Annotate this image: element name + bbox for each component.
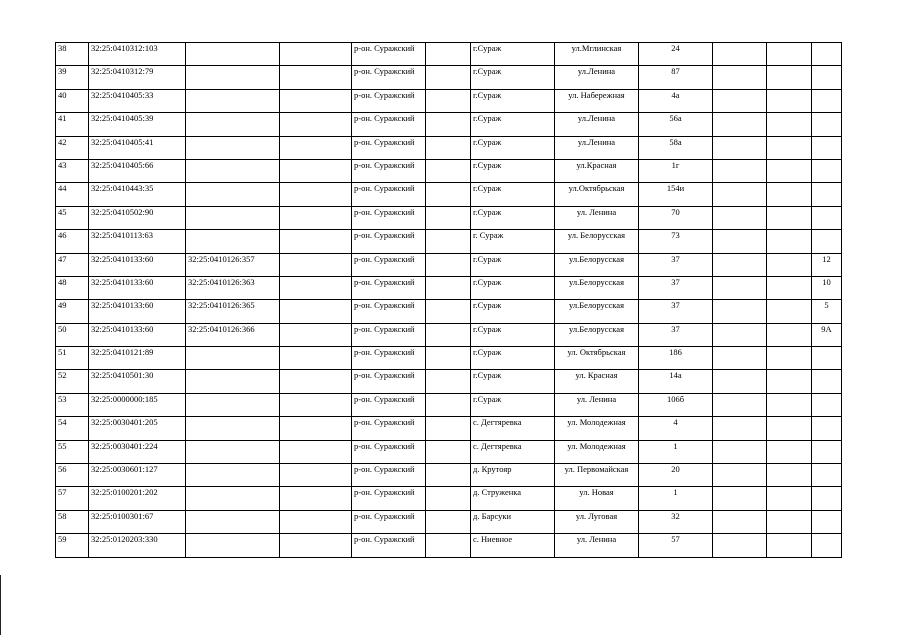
apartment-cell xyxy=(812,113,842,136)
row-number-cell: 53 xyxy=(56,393,89,416)
street-cell: ул. Молодежная xyxy=(555,440,639,463)
empty-cell xyxy=(767,510,812,533)
house-number-cell: 4а xyxy=(639,89,713,112)
empty-cell xyxy=(713,206,767,229)
premises-cadastral-cell xyxy=(186,417,280,440)
premises-cadastral-cell xyxy=(186,440,280,463)
empty-cell xyxy=(713,464,767,487)
empty-cell xyxy=(280,253,352,276)
street-cell: ул.Ленина xyxy=(555,136,639,159)
locality-cell: г.Сураж xyxy=(471,113,555,136)
apartment-cell xyxy=(812,66,842,89)
row-number-cell: 51 xyxy=(56,347,89,370)
empty-cell xyxy=(280,206,352,229)
street-cell: ул. Ленина xyxy=(555,393,639,416)
premises-cadastral-cell: 32:25:0410126:366 xyxy=(186,323,280,346)
empty-cell xyxy=(280,136,352,159)
empty-cell xyxy=(713,136,767,159)
house-number-cell: 1 xyxy=(639,440,713,463)
district-cell: р-он. Суражский xyxy=(352,230,426,253)
empty-cell xyxy=(280,89,352,112)
table-row xyxy=(56,440,842,463)
row-number-cell: 55 xyxy=(56,440,89,463)
locality-cell: г.Сураж xyxy=(471,183,555,206)
empty-cell xyxy=(713,113,767,136)
empty-cell xyxy=(767,159,812,182)
table-row xyxy=(56,183,842,206)
street-cell: ул. Новая xyxy=(555,487,639,510)
empty-cell xyxy=(280,66,352,89)
apartment-cell xyxy=(812,136,842,159)
empty-cell xyxy=(713,89,767,112)
house-number-cell: 4 xyxy=(639,417,713,440)
locality-cell: г.Сураж xyxy=(471,206,555,229)
apartment-cell: 12 xyxy=(812,253,842,276)
table-row xyxy=(56,206,842,229)
row-number-cell: 50 xyxy=(56,323,89,346)
district-cell: р-он. Суражский xyxy=(352,159,426,182)
house-number-cell: 186 xyxy=(639,347,713,370)
premises-cadastral-cell xyxy=(186,370,280,393)
street-cell: ул. Луговая xyxy=(555,510,639,533)
empty-cell xyxy=(280,183,352,206)
empty-cell xyxy=(426,230,471,253)
cadastral-number-cell: 32:25:0410405:41 xyxy=(89,136,186,159)
district-cell: р-он. Суражский xyxy=(352,370,426,393)
locality-cell: г.Сураж xyxy=(471,89,555,112)
house-number-cell: 154и xyxy=(639,183,713,206)
apartment-cell xyxy=(812,230,842,253)
street-cell: ул.Ленина xyxy=(555,66,639,89)
district-cell: р-он. Суражский xyxy=(352,510,426,533)
apartment-cell: 10 xyxy=(812,276,842,299)
apartment-cell xyxy=(812,206,842,229)
empty-cell xyxy=(426,464,471,487)
district-cell: р-он. Суражский xyxy=(352,66,426,89)
house-number-cell: 106б xyxy=(639,393,713,416)
empty-cell xyxy=(767,440,812,463)
street-cell: ул. Октябрьская xyxy=(555,347,639,370)
empty-cell xyxy=(280,43,352,66)
district-cell: р-он. Суражский xyxy=(352,487,426,510)
row-number-cell: 56 xyxy=(56,464,89,487)
empty-cell xyxy=(713,230,767,253)
cadastral-number-cell: 32:25:0410443:35 xyxy=(89,183,186,206)
premises-cadastral-cell xyxy=(186,43,280,66)
premises-cadastral-cell xyxy=(186,136,280,159)
table-row xyxy=(56,487,842,510)
empty-cell xyxy=(767,113,812,136)
locality-cell: д. Струженка xyxy=(471,487,555,510)
table-row xyxy=(56,393,842,416)
empty-cell xyxy=(713,487,767,510)
cadastral-number-cell: 32:25:0030401:205 xyxy=(89,417,186,440)
cadastral-number-cell: 32:25:0410312:79 xyxy=(89,66,186,89)
empty-cell xyxy=(426,487,471,510)
cadastral-number-cell: 32:25:0410405:33 xyxy=(89,89,186,112)
locality-cell: г.Сураж xyxy=(471,323,555,346)
cadastral-number-cell: 32:25:0410133:60 xyxy=(89,300,186,323)
row-number-cell: 46 xyxy=(56,230,89,253)
empty-cell xyxy=(280,510,352,533)
premises-cadastral-cell xyxy=(186,510,280,533)
house-number-cell: 87 xyxy=(639,66,713,89)
premises-cadastral-cell xyxy=(186,347,280,370)
premises-cadastral-cell xyxy=(186,113,280,136)
table-row xyxy=(56,534,842,557)
district-cell: р-он. Суражский xyxy=(352,323,426,346)
empty-cell xyxy=(426,510,471,533)
empty-cell xyxy=(426,159,471,182)
street-cell: ул. Ленина xyxy=(555,206,639,229)
house-number-cell: 24 xyxy=(639,43,713,66)
apartment-cell xyxy=(812,347,842,370)
row-number-cell: 42 xyxy=(56,136,89,159)
cadastral-number-cell: 32:25:0100201:202 xyxy=(89,487,186,510)
empty-cell xyxy=(713,370,767,393)
empty-cell xyxy=(767,89,812,112)
row-number-cell: 40 xyxy=(56,89,89,112)
cadastral-number-cell: 32:25:0410502:90 xyxy=(89,206,186,229)
street-cell: ул.Белорусская xyxy=(555,323,639,346)
property-register-table xyxy=(55,42,842,558)
table-body xyxy=(56,43,842,558)
empty-cell xyxy=(767,393,812,416)
cadastral-number-cell: 32:25:0120203:330 xyxy=(89,534,186,557)
empty-cell xyxy=(426,206,471,229)
empty-cell xyxy=(713,417,767,440)
district-cell: р-он. Суражский xyxy=(352,464,426,487)
street-cell: ул.Белорусская xyxy=(555,300,639,323)
table-row xyxy=(56,323,842,346)
apartment-cell xyxy=(812,159,842,182)
street-cell: ул. Ленина xyxy=(555,534,639,557)
premises-cadastral-cell xyxy=(186,393,280,416)
empty-cell xyxy=(426,276,471,299)
street-cell: ул. Молодежная xyxy=(555,417,639,440)
empty-cell xyxy=(426,440,471,463)
apartment-cell xyxy=(812,534,842,557)
empty-cell xyxy=(767,253,812,276)
apartment-cell xyxy=(812,417,842,440)
locality-cell: д. Крутояр xyxy=(471,464,555,487)
cadastral-number-cell: 32:25:0000000:185 xyxy=(89,393,186,416)
empty-cell xyxy=(767,347,812,370)
table-row xyxy=(56,347,842,370)
district-cell: р-он. Суражский xyxy=(352,206,426,229)
street-cell: ул. Набережная xyxy=(555,89,639,112)
row-number-cell: 41 xyxy=(56,113,89,136)
district-cell: р-он. Суражский xyxy=(352,276,426,299)
apartment-cell xyxy=(812,89,842,112)
street-cell: ул.Октябрьская xyxy=(555,183,639,206)
premises-cadastral-cell: 32:25:0410126:357 xyxy=(186,253,280,276)
empty-cell xyxy=(767,136,812,159)
empty-cell xyxy=(713,183,767,206)
row-number-cell: 58 xyxy=(56,510,89,533)
table-row xyxy=(56,159,842,182)
cadastral-number-cell: 32:25:0030401:224 xyxy=(89,440,186,463)
empty-cell xyxy=(426,113,471,136)
house-number-cell: 14а xyxy=(639,370,713,393)
locality-cell: г.Сураж xyxy=(471,300,555,323)
district-cell: р-он. Суражский xyxy=(352,300,426,323)
apartment-cell: 9А xyxy=(812,323,842,346)
row-number-cell: 59 xyxy=(56,534,89,557)
house-number-cell: 57 xyxy=(639,534,713,557)
cadastral-number-cell: 32:25:0410501:30 xyxy=(89,370,186,393)
empty-cell xyxy=(767,464,812,487)
empty-cell xyxy=(280,440,352,463)
house-number-cell: 37 xyxy=(639,323,713,346)
row-number-cell: 48 xyxy=(56,276,89,299)
empty-cell xyxy=(713,253,767,276)
table-row xyxy=(56,276,842,299)
empty-cell xyxy=(426,417,471,440)
empty-cell xyxy=(713,43,767,66)
row-number-cell: 44 xyxy=(56,183,89,206)
apartment-cell: 5 xyxy=(812,300,842,323)
premises-cadastral-cell xyxy=(186,206,280,229)
table-row xyxy=(56,136,842,159)
table-row xyxy=(56,230,842,253)
apartment-cell xyxy=(812,183,842,206)
district-cell: р-он. Суражский xyxy=(352,253,426,276)
cadastral-number-cell: 32:25:0410405:39 xyxy=(89,113,186,136)
table-row xyxy=(56,253,842,276)
empty-cell xyxy=(767,370,812,393)
table-row xyxy=(56,417,842,440)
empty-cell xyxy=(280,534,352,557)
district-cell: р-он. Суражский xyxy=(352,136,426,159)
apartment-cell xyxy=(812,510,842,533)
locality-cell: с. Дегтяревка xyxy=(471,440,555,463)
district-cell: р-он. Суражский xyxy=(352,440,426,463)
empty-cell xyxy=(426,300,471,323)
locality-cell: г.Сураж xyxy=(471,370,555,393)
premises-cadastral-cell xyxy=(186,89,280,112)
table-row xyxy=(56,510,842,533)
empty-cell xyxy=(767,323,812,346)
district-cell: р-он. Суражский xyxy=(352,89,426,112)
empty-cell xyxy=(767,417,812,440)
locality-cell: г.Сураж xyxy=(471,43,555,66)
street-cell: ул.Мглинская xyxy=(555,43,639,66)
empty-cell xyxy=(280,487,352,510)
apartment-cell xyxy=(812,464,842,487)
empty-cell xyxy=(713,300,767,323)
empty-cell xyxy=(426,89,471,112)
cadastral-number-cell: 32:25:0410133:60 xyxy=(89,323,186,346)
empty-cell xyxy=(280,370,352,393)
row-number-cell: 54 xyxy=(56,417,89,440)
empty-cell xyxy=(426,43,471,66)
premises-cadastral-cell xyxy=(186,464,280,487)
apartment-cell xyxy=(812,370,842,393)
cadastral-number-cell: 32:25:0410121:89 xyxy=(89,347,186,370)
street-cell: ул.Белорусская xyxy=(555,276,639,299)
cadastral-number-cell: 32:25:0410312:103 xyxy=(89,43,186,66)
locality-cell: г.Сураж xyxy=(471,347,555,370)
empty-cell xyxy=(426,393,471,416)
street-cell: ул. Белорусская xyxy=(555,230,639,253)
row-number-cell: 57 xyxy=(56,487,89,510)
locality-cell: г.Сураж xyxy=(471,136,555,159)
empty-cell xyxy=(280,323,352,346)
empty-cell xyxy=(426,136,471,159)
empty-cell xyxy=(713,159,767,182)
cadastral-number-cell: 32:25:0410133:60 xyxy=(89,253,186,276)
street-cell: ул. Красная xyxy=(555,370,639,393)
cadastral-number-cell: 32:25:0410405:66 xyxy=(89,159,186,182)
house-number-cell: 20 xyxy=(639,464,713,487)
apartment-cell xyxy=(812,487,842,510)
locality-cell: с. Дегтяревка xyxy=(471,417,555,440)
empty-cell xyxy=(713,276,767,299)
cadastral-number-cell: 32:25:0100301:67 xyxy=(89,510,186,533)
empty-cell xyxy=(767,43,812,66)
empty-cell xyxy=(426,370,471,393)
street-cell: ул.Белорусская xyxy=(555,253,639,276)
locality-cell: д. Барсуки xyxy=(471,510,555,533)
empty-cell xyxy=(767,487,812,510)
empty-cell xyxy=(713,440,767,463)
district-cell: р-он. Суражский xyxy=(352,393,426,416)
cadastral-number-cell: 32:25:0030601:127 xyxy=(89,464,186,487)
locality-cell: г.Сураж xyxy=(471,159,555,182)
house-number-cell: 56а xyxy=(639,113,713,136)
locality-cell: г.Сураж xyxy=(471,66,555,89)
locality-cell: г.Сураж xyxy=(471,276,555,299)
apartment-cell xyxy=(812,43,842,66)
table-row xyxy=(56,66,842,89)
empty-cell xyxy=(280,347,352,370)
scan-edge-mark xyxy=(0,575,1,635)
row-number-cell: 49 xyxy=(56,300,89,323)
apartment-cell xyxy=(812,440,842,463)
empty-cell xyxy=(280,300,352,323)
cadastral-number-cell: 32:25:0410133:60 xyxy=(89,276,186,299)
table-row xyxy=(56,370,842,393)
table-row xyxy=(56,89,842,112)
empty-cell xyxy=(280,417,352,440)
empty-cell xyxy=(280,393,352,416)
house-number-cell: 70 xyxy=(639,206,713,229)
premises-cadastral-cell: 32:25:0410126:365 xyxy=(186,300,280,323)
house-number-cell: 37 xyxy=(639,276,713,299)
row-number-cell: 38 xyxy=(56,43,89,66)
table-row xyxy=(56,113,842,136)
empty-cell xyxy=(713,510,767,533)
empty-cell xyxy=(280,230,352,253)
premises-cadastral-cell xyxy=(186,66,280,89)
empty-cell xyxy=(767,276,812,299)
empty-cell xyxy=(767,66,812,89)
empty-cell xyxy=(767,534,812,557)
district-cell: р-он. Суражский xyxy=(352,347,426,370)
house-number-cell: 1г xyxy=(639,159,713,182)
empty-cell xyxy=(426,534,471,557)
premises-cadastral-cell: 32:25:0410126:363 xyxy=(186,276,280,299)
locality-cell: г.Сураж xyxy=(471,253,555,276)
row-number-cell: 43 xyxy=(56,159,89,182)
district-cell: р-он. Суражский xyxy=(352,183,426,206)
house-number-cell: 37 xyxy=(639,253,713,276)
empty-cell xyxy=(713,323,767,346)
cadastral-number-cell: 32:25:0410113:63 xyxy=(89,230,186,253)
street-cell: ул. Первомайская xyxy=(555,464,639,487)
street-cell: ул.Красная xyxy=(555,159,639,182)
house-number-cell: 32 xyxy=(639,510,713,533)
street-cell: ул.Ленина xyxy=(555,113,639,136)
house-number-cell: 58а xyxy=(639,136,713,159)
premises-cadastral-cell xyxy=(186,230,280,253)
empty-cell xyxy=(426,183,471,206)
locality-cell: с. Ниевное xyxy=(471,534,555,557)
premises-cadastral-cell xyxy=(186,534,280,557)
table-row xyxy=(56,43,842,66)
row-number-cell: 47 xyxy=(56,253,89,276)
empty-cell xyxy=(280,159,352,182)
empty-cell xyxy=(713,66,767,89)
empty-cell xyxy=(280,276,352,299)
empty-cell xyxy=(426,323,471,346)
locality-cell: г. Сураж xyxy=(471,230,555,253)
district-cell: р-он. Суражский xyxy=(352,417,426,440)
empty-cell xyxy=(713,393,767,416)
row-number-cell: 39 xyxy=(56,66,89,89)
empty-cell xyxy=(767,230,812,253)
row-number-cell: 52 xyxy=(56,370,89,393)
empty-cell xyxy=(713,347,767,370)
empty-cell xyxy=(426,253,471,276)
locality-cell: г.Сураж xyxy=(471,393,555,416)
district-cell: р-он. Суражский xyxy=(352,534,426,557)
house-number-cell: 37 xyxy=(639,300,713,323)
empty-cell xyxy=(426,347,471,370)
row-number-cell: 45 xyxy=(56,206,89,229)
table-row xyxy=(56,300,842,323)
house-number-cell: 73 xyxy=(639,230,713,253)
empty-cell xyxy=(426,66,471,89)
empty-cell xyxy=(767,183,812,206)
empty-cell xyxy=(767,300,812,323)
empty-cell xyxy=(767,206,812,229)
empty-cell xyxy=(280,113,352,136)
district-cell: р-он. Суражский xyxy=(352,113,426,136)
premises-cadastral-cell xyxy=(186,159,280,182)
empty-cell xyxy=(713,534,767,557)
premises-cadastral-cell xyxy=(186,487,280,510)
district-cell: р-он. Суражский xyxy=(352,43,426,66)
empty-cell xyxy=(280,464,352,487)
premises-cadastral-cell xyxy=(186,183,280,206)
apartment-cell xyxy=(812,393,842,416)
table-row xyxy=(56,464,842,487)
house-number-cell: 1 xyxy=(639,487,713,510)
